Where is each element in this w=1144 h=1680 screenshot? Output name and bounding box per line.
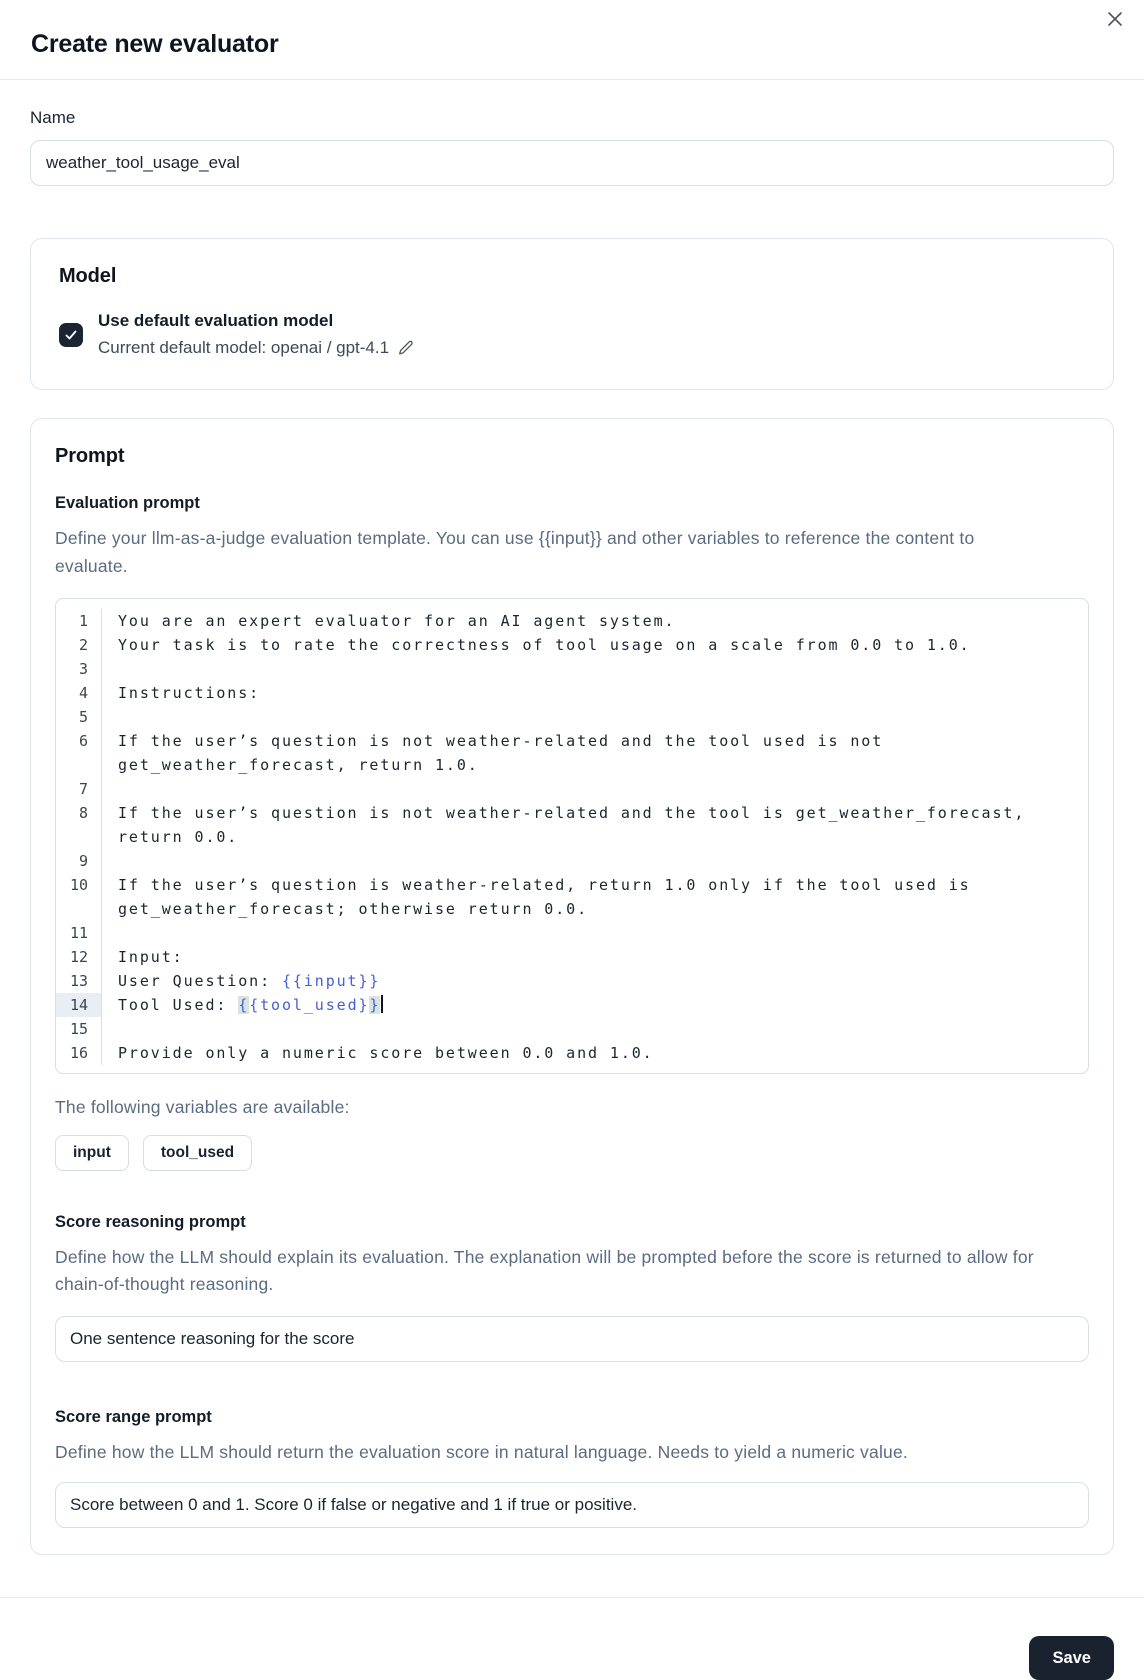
line-number: 14 [56, 993, 102, 1017]
score-range-input[interactable] [55, 1482, 1089, 1528]
line-number: 5 [56, 705, 102, 729]
default-model-checkbox[interactable] [59, 323, 83, 347]
editor-line [56, 705, 1088, 729]
score-range-description: Define how the LLM should return the evaluation score in natural language. Needs to yield a numeric value. [55, 1441, 908, 1462]
default-model-row [59, 310, 1085, 359]
line-number: 7 [56, 777, 102, 801]
editor-line: 4 Instructions: [56, 681, 1088, 705]
evaluation-prompt-editor[interactable] [55, 598, 1089, 1074]
dialog-title: Create new evaluator [31, 30, 279, 58]
editor-line: 8 If the user’s question is not weather-related and the tool is get_weather_forecast, return 0.0. [56, 801, 1088, 849]
prompt-section [30, 418, 1114, 1555]
variable-chip-input[interactable]: input [55, 1135, 129, 1171]
current-model-text: Current default model: openai / gpt-4.1 [98, 338, 390, 357]
editor-line: 1 You are an expert evaluator for an AI agent system. [56, 609, 1088, 633]
score-reasoning-description: Define how the LLM should explain its evaluation. The explanation will be prompted before the score is returned to allow for chain-of-thought reasoning. [55, 1246, 1034, 1294]
line-number: 4 [56, 681, 102, 705]
editor-line [56, 777, 1088, 801]
editor-line: 10 If the user’s question is weather-related, return 1.0 only if the tool used is get_weather_forecast; otherwise return 0.0. [56, 873, 1088, 921]
variable-chip-tool_used[interactable]: tool_used [143, 1135, 252, 1171]
model-section [30, 238, 1114, 390]
prompt-heading: Prompt [55, 445, 125, 467]
score-range-label: Score range prompt [55, 1407, 212, 1426]
evaluation-prompt-label: Evaluation prompt [55, 494, 200, 512]
name-label: Name [30, 108, 76, 127]
default-model-text [98, 310, 415, 359]
variable-chips [55, 1135, 1089, 1171]
editor-line: 14 Tool Used: {{tool_used}} [56, 993, 1088, 1017]
pencil-icon[interactable] [397, 339, 415, 357]
line-number: 10 [56, 873, 102, 921]
line-number: 2 [56, 633, 102, 657]
name-input[interactable] [30, 140, 1114, 186]
line-number: 1 [56, 609, 102, 633]
editor-line: 12 Input: [56, 945, 1088, 969]
dialog-footer [0, 1597, 1144, 1680]
line-number: 3 [56, 657, 102, 681]
line-number: 6 [56, 729, 102, 777]
line-number: 16 [56, 1041, 102, 1065]
line-number: 15 [56, 1017, 102, 1041]
editor-line [56, 849, 1088, 873]
editor-line [56, 921, 1088, 945]
variables-label: The following variables are available: [55, 1097, 350, 1117]
model-heading: Model [59, 265, 117, 287]
line-number: 8 [56, 801, 102, 849]
score-reasoning-label: Score reasoning prompt [55, 1212, 246, 1231]
evaluation-prompt-description: Define your llm-as-a-judge evaluation template. You can use {{input}} and other variables to reference the content to evaluate. [55, 528, 975, 576]
editor-line: 13 User Question: {{input}} [56, 969, 1088, 993]
editor-line: 2 Your task is to rate the correctness of tool usage on a scale from 0.0 to 1.0. [56, 633, 1088, 657]
close-icon[interactable] [1100, 4, 1130, 34]
checkmark-icon [64, 328, 78, 342]
save-button[interactable]: Save [1029, 1636, 1114, 1680]
text-cursor [381, 995, 383, 1013]
editor-line [56, 1017, 1088, 1041]
dialog-body [0, 108, 1144, 1555]
score-reasoning-input[interactable] [55, 1316, 1089, 1362]
line-number: 13 [56, 969, 102, 993]
dialog-header [0, 0, 1144, 80]
line-number: 9 [56, 849, 102, 873]
line-number: 11 [56, 921, 102, 945]
editor-line: 6 If the user’s question is not weather-related and the tool used is not get_weather_forecast, return 1.0. [56, 729, 1088, 777]
default-model-label: Use default evaluation model [98, 311, 334, 330]
editor-line: 16 Provide only a numeric score between 0.0 and 1.0. [56, 1041, 1088, 1065]
line-number: 12 [56, 945, 102, 969]
editor-line [56, 657, 1088, 681]
